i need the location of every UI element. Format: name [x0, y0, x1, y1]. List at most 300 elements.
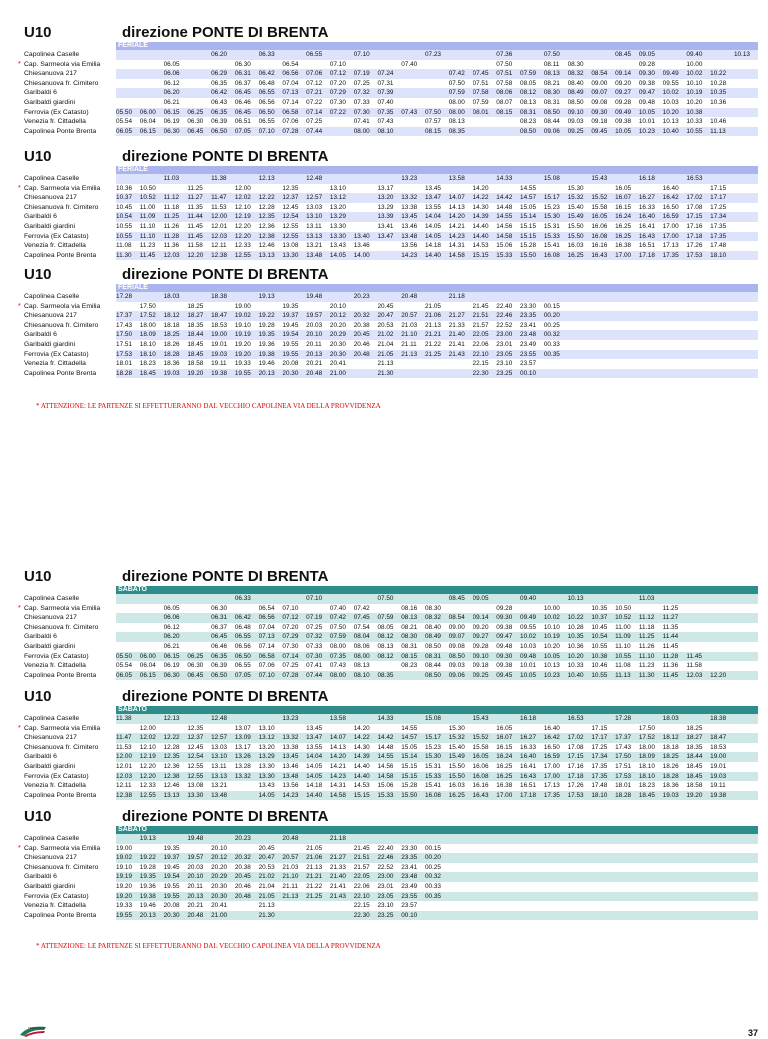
departure-time [734, 193, 758, 203]
departure-time: 15.28 [401, 782, 418, 790]
departure-time [710, 604, 734, 614]
departure-time: 12.57 [306, 193, 330, 203]
departure-time [520, 853, 544, 863]
departure-time [473, 127, 497, 137]
departure-time: 19.45 [282, 321, 299, 329]
departure-time: 08.21 [543, 79, 560, 87]
departure-time: 00.35 [544, 350, 568, 360]
departure-time: 10.37 [116, 193, 140, 203]
departure-time [116, 69, 140, 79]
departure-time: 19.01 [710, 762, 727, 770]
departure-time: 16.06 [472, 762, 489, 770]
departure-time: 16.59 [663, 212, 687, 222]
departure-time: 18.47 [710, 733, 734, 743]
departure-time: 10.38 [686, 108, 710, 118]
departure-time [449, 302, 473, 312]
stop-name: Garibaldi giardini [24, 222, 76, 230]
departure-time: 18.28 [663, 772, 687, 782]
departure-time [615, 60, 639, 70]
departure-time: 07.13 [282, 88, 306, 98]
departure-time: 08.50 [425, 671, 449, 681]
departure-time [377, 834, 401, 844]
departure-time: 06.56 [259, 613, 283, 623]
departure-time [496, 117, 520, 127]
departure-time: 11.47 [211, 193, 235, 203]
departure-time [449, 882, 473, 892]
departure-time: 16.50 [662, 203, 679, 211]
departure-time: 18.18 [662, 743, 679, 751]
schedule-table [24, 50, 758, 136]
departure-time: 15.32 [449, 733, 473, 743]
departure-time: 19.38 [211, 369, 235, 379]
departure-time: 19.55 [163, 882, 180, 890]
departure-time: 23.01 [377, 882, 394, 890]
departure-time: 19.20 [187, 369, 211, 379]
departure-time: 15.17 [425, 733, 449, 743]
departure-time: 07.41 [306, 662, 323, 670]
departure-time: 11.10 [615, 642, 631, 650]
departure-time: 06.50 [235, 652, 259, 662]
departure-time: 20.46 [353, 340, 370, 348]
departure-time: 11.23 [638, 662, 655, 670]
departure-time: 07.04 [258, 623, 275, 631]
departure-time: 07.12 [306, 79, 323, 87]
stop-name: Chiesanuova 217 [24, 614, 77, 622]
departure-time: 07.32 [306, 632, 330, 642]
departure-time: 10.36 [567, 642, 584, 650]
departure-time: 06.05 [116, 671, 140, 681]
departure-time: 00.15 [543, 302, 560, 310]
departure-time [686, 882, 710, 892]
departure-time: 18.28 [116, 369, 140, 379]
departure-time: 15.50 [567, 222, 584, 230]
departure-time: 10.46 [591, 662, 608, 670]
departure-time [615, 882, 639, 892]
departure-time: 15.41 [543, 242, 560, 250]
departure-time [591, 872, 615, 882]
departure-time: 07.43 [377, 118, 394, 126]
table-row [24, 901, 758, 911]
departure-time: 21.05 [377, 350, 401, 360]
departure-time: 08.10 [354, 671, 378, 681]
departure-time: 15.15 [401, 762, 418, 770]
departure-time [354, 359, 378, 369]
departure-time: 08.10 [377, 127, 401, 137]
departure-time: 07.25 [306, 118, 323, 126]
departure-time [473, 834, 497, 844]
departure-time: 07.06 [306, 69, 330, 79]
departure-time: 14.07 [449, 193, 473, 203]
departure-time: 13.56 [401, 242, 418, 250]
departure-time: 10.55 [686, 127, 710, 137]
departure-time: 17.48 [591, 782, 608, 790]
departure-time: 07.10 [329, 60, 346, 68]
departure-time: 21.03 [401, 321, 418, 329]
departure-time: 23.00 [377, 872, 401, 882]
departure-time: 17.50 [139, 302, 156, 310]
departure-time: 13.32 [235, 772, 259, 782]
departure-time [686, 330, 710, 340]
departure-time [473, 117, 497, 127]
departure-time [639, 311, 663, 321]
departure-time: 10.45 [116, 203, 133, 211]
departure-time: 10.45 [591, 623, 608, 631]
departure-time: 12.20 [234, 222, 251, 230]
departure-time: 09.55 [662, 79, 679, 87]
stop-name: Capolinea Ponte Brenta [24, 791, 97, 799]
service-band: SABATO [116, 706, 758, 714]
departure-time [164, 834, 188, 844]
departure-time [496, 911, 520, 921]
departure-time: 08.12 [377, 632, 401, 642]
departure-time: 08.00 [449, 108, 473, 118]
departure-time: 15.08 [425, 714, 449, 724]
departure-time: 19.03 [663, 791, 687, 801]
departure-time: 15.33 [425, 772, 449, 782]
departure-time [686, 184, 710, 194]
departure-time: 13.10 [258, 724, 275, 732]
departure-time: 21.06 [306, 853, 330, 863]
departure-time: 20.13 [140, 911, 164, 921]
departure-time: 16.15 [496, 743, 513, 751]
line-number: U10 [24, 24, 52, 41]
departure-time: 07.51 [496, 69, 520, 79]
stop-name: Venezia fr. Cittadella [24, 242, 86, 250]
departure-time: 19.11 [710, 782, 726, 790]
departure-time: 19.22 [259, 311, 283, 321]
table-row [24, 350, 758, 360]
stop-name: Chiesanuova 217 [24, 70, 77, 78]
departure-time [734, 632, 758, 642]
departure-time: 07.51 [472, 79, 489, 87]
departure-time: 12.22 [259, 193, 283, 203]
departure-time: 06.12 [163, 79, 180, 87]
departure-time: 21.57 [472, 321, 489, 329]
departure-time: 12.00 [234, 184, 251, 192]
departure-time: 13.07 [234, 724, 251, 732]
departure-time: 19.48 [306, 292, 330, 302]
departure-time: 12.03 [686, 671, 710, 681]
stop-name: Chiesanuova fr. Cimitero [24, 623, 99, 631]
departure-time [187, 604, 211, 614]
departure-time: 08.13 [353, 662, 370, 670]
departure-time: 00.20 [425, 853, 449, 863]
departure-time: 08.15 [496, 108, 520, 118]
departure-time [140, 632, 164, 642]
departure-time: 16.07 [615, 193, 639, 203]
departure-time [330, 844, 354, 854]
departure-time [473, 844, 497, 854]
departure-time: 21.25 [306, 892, 330, 902]
departure-time: 16.24 [496, 752, 520, 762]
departure-time: 15.41 [424, 782, 441, 790]
departure-time [591, 714, 615, 724]
departure-time [734, 251, 758, 261]
departure-time: 07.40 [377, 98, 394, 106]
departure-time [544, 882, 568, 892]
departure-time: 18.44 [187, 330, 211, 340]
table-row [24, 292, 758, 302]
departure-time: 20.53 [258, 863, 275, 871]
departure-time [591, 302, 615, 312]
departure-time [282, 844, 306, 854]
departure-time: 09.38 [615, 118, 632, 126]
departure-time: 06.15 [164, 652, 188, 662]
departure-time: 14.55 [401, 724, 418, 732]
departure-time: 20.20 [211, 863, 228, 871]
departure-time: 07.28 [282, 671, 306, 681]
departure-time [401, 69, 425, 79]
departure-time: 21.02 [377, 330, 401, 340]
departure-time: 10.13 [568, 594, 592, 604]
departure-time [401, 98, 425, 108]
timetable-sabato-2 [18, 688, 758, 800]
departure-time: 23.57 [401, 902, 418, 910]
departure-time: 07.10 [259, 127, 283, 137]
departure-time: 16.15 [615, 203, 632, 211]
table-row [24, 872, 758, 882]
departure-time: 11.35 [662, 623, 679, 631]
departure-time [568, 359, 592, 369]
departure-time [187, 174, 211, 184]
departure-time: 19.46 [258, 360, 275, 368]
departure-time: 17.02 [568, 733, 592, 743]
departure-time: 14.30 [472, 203, 489, 211]
table-row [24, 359, 758, 369]
departure-time: 20.38 [234, 863, 251, 871]
departure-time [259, 60, 283, 70]
departure-time: 17.18 [568, 772, 592, 782]
departure-time: 06.37 [211, 623, 228, 631]
departure-time: 08.44 [424, 662, 441, 670]
departure-time [639, 872, 663, 882]
departure-time [473, 50, 497, 60]
departure-time [710, 302, 734, 312]
departure-time: 15.31 [424, 762, 441, 770]
departure-time [425, 292, 449, 302]
departure-time: 17.17 [710, 193, 734, 203]
departure-time: 06.45 [235, 88, 259, 98]
departure-time: 12.02 [235, 193, 259, 203]
table-row [24, 733, 758, 743]
stop-name: Garibaldi giardini [24, 762, 76, 770]
departure-time: 09.40 [520, 594, 544, 604]
departure-time [710, 853, 734, 863]
departure-time: 06.50 [211, 127, 235, 137]
departure-time [734, 892, 758, 902]
departure-time [568, 50, 592, 60]
departure-time: 07.30 [354, 108, 378, 118]
departure-time: 10.50 [615, 604, 632, 612]
departure-time [568, 292, 592, 302]
departure-time [449, 60, 473, 70]
departure-time: 00.20 [544, 311, 568, 321]
table-row [24, 781, 758, 791]
departure-time: 08.31 [401, 642, 418, 650]
table-row [24, 642, 758, 652]
departure-time: 09.05 [639, 50, 663, 60]
departure-time: 12.01 [116, 762, 133, 770]
departure-time [354, 594, 378, 604]
departure-time: 06.56 [234, 642, 251, 650]
departure-time: 16.40 [543, 724, 560, 732]
direction-title: direzione PONTE DI BRENTA [122, 24, 329, 41]
departure-time: 20.45 [258, 844, 275, 852]
departure-time: 20.20 [329, 321, 346, 329]
departure-time: 19.22 [140, 853, 164, 863]
departure-time: 18.45 [187, 340, 204, 348]
departure-time [710, 652, 734, 662]
table-row [24, 834, 758, 844]
departure-time: 14.58 [330, 791, 354, 801]
departure-time: 00.32 [425, 872, 449, 882]
departure-time: 21.33 [329, 863, 346, 871]
departure-time: 13.13 [211, 772, 235, 782]
departure-time: 06.42 [235, 613, 259, 623]
departure-time: 15.08 [544, 174, 568, 184]
departure-time: 07.29 [330, 88, 354, 98]
departure-time [615, 863, 639, 873]
line-number: U10 [24, 148, 52, 165]
departure-time: 21.04 [258, 882, 275, 890]
departure-time: 06.55 [259, 88, 283, 98]
departure-time: 06.58 [259, 652, 283, 662]
departure-time: 11.26 [163, 222, 180, 230]
departure-time [663, 60, 687, 70]
departure-time [686, 642, 710, 652]
table-row [24, 652, 758, 662]
departure-time: 15.15 [401, 772, 425, 782]
departure-time [734, 604, 758, 614]
departure-time [473, 724, 497, 734]
departure-time: 21.04 [377, 340, 394, 348]
departure-time: 19.20 [116, 882, 133, 890]
departure-time: 13.13 [306, 232, 330, 242]
departure-time: 15.58 [591, 203, 608, 211]
stop-name: Garibaldi 6 [24, 633, 57, 641]
departure-time: 06.05 [116, 127, 140, 137]
departure-time: 12.03 [164, 251, 188, 261]
departure-time [710, 174, 734, 184]
departure-time: 18.25 [686, 724, 703, 732]
departure-time: 14.53 [353, 782, 370, 790]
stop-name: Ferrovia (Ex Catasto) [24, 652, 89, 660]
departure-time: 15.43 [591, 174, 615, 184]
departure-time: 07.59 [330, 632, 354, 642]
departure-time [615, 872, 639, 882]
departure-time: 12.38 [211, 251, 235, 261]
departure-time: 06.21 [163, 98, 180, 106]
departure-time: 14.22 [473, 193, 497, 203]
timetable-feriale-1 [18, 24, 758, 136]
direction-title: direzione PONTE DI BRENTA [122, 266, 329, 283]
departure-time: 15.40 [567, 203, 584, 211]
departure-time: 21.18 [330, 834, 354, 844]
departure-time [140, 604, 164, 614]
departure-time: 10.20 [686, 98, 703, 106]
departure-time: 07.40 [329, 604, 346, 612]
departure-time [520, 834, 544, 844]
departure-time: 08.15 [425, 127, 449, 137]
departure-time [520, 872, 544, 882]
departure-time: 10.55 [116, 222, 133, 230]
departure-time [710, 724, 734, 734]
departure-time: 13.23 [282, 714, 306, 724]
departure-time [639, 901, 663, 911]
departure-time: 19.54 [164, 872, 188, 882]
departure-time: 20.38 [353, 321, 370, 329]
departure-time [473, 292, 497, 302]
departure-time [211, 184, 235, 194]
departure-time [401, 184, 425, 194]
departure-time: 19.38 [140, 892, 164, 902]
departure-time: 20.57 [401, 311, 425, 321]
departure-time [710, 613, 734, 623]
departure-time: 10.46 [710, 118, 727, 126]
departure-time [639, 369, 663, 379]
departure-time: 11.09 [615, 632, 639, 642]
departure-time: 09.03 [448, 662, 465, 670]
departure-time: 21.22 [306, 882, 323, 890]
departure-time: 08.04 [354, 632, 378, 642]
departure-time: 21.13 [424, 321, 441, 329]
departure-time: 20.57 [282, 853, 306, 863]
departure-time: 15.17 [544, 193, 568, 203]
departure-time: 09.07 [449, 632, 473, 642]
departure-time: 13.28 [234, 762, 251, 770]
departure-time: 16.27 [520, 733, 544, 743]
departure-time: 11.58 [686, 662, 702, 670]
departure-time: 14.20 [449, 212, 473, 222]
departure-time: 09.38 [496, 662, 513, 670]
stop-name: Chiesanuova fr. Cimitero [24, 203, 99, 211]
departure-time: 14.57 [401, 733, 425, 743]
departure-time: 19.00 [710, 752, 734, 762]
departure-time: 16.08 [544, 251, 568, 261]
departure-time: 16.05 [473, 752, 497, 762]
departure-time: 08.23 [520, 118, 537, 126]
departure-time [615, 594, 639, 604]
departure-time: 12.37 [187, 733, 211, 743]
departure-time [187, 632, 211, 642]
departure-time [615, 724, 639, 734]
departure-time: 06.05 [163, 604, 180, 612]
departure-time [639, 834, 663, 844]
departure-time: 18.27 [686, 733, 710, 743]
departure-time: 10.19 [544, 632, 568, 642]
departure-time: 13.38 [282, 743, 299, 751]
departure-time: 07.14 [282, 652, 306, 662]
asterisk-marker: * [18, 604, 21, 612]
departure-time [568, 330, 592, 340]
departure-time: 18.25 [663, 752, 687, 762]
departure-time [449, 184, 473, 194]
departure-time [615, 369, 639, 379]
departure-time: 10.01 [520, 662, 537, 670]
departure-time: 20.30 [329, 340, 346, 348]
departure-time: 06.30 [211, 604, 228, 612]
departure-time: 07.05 [235, 127, 259, 137]
departure-time: 13.10 [211, 752, 235, 762]
departure-time [568, 882, 592, 892]
departure-time [520, 724, 544, 734]
departure-time [591, 311, 615, 321]
departure-time [544, 892, 568, 902]
table-row [24, 241, 758, 251]
departure-time: 16.25 [568, 251, 592, 261]
departure-time: 19.01 [211, 340, 228, 348]
departure-time [330, 117, 354, 127]
